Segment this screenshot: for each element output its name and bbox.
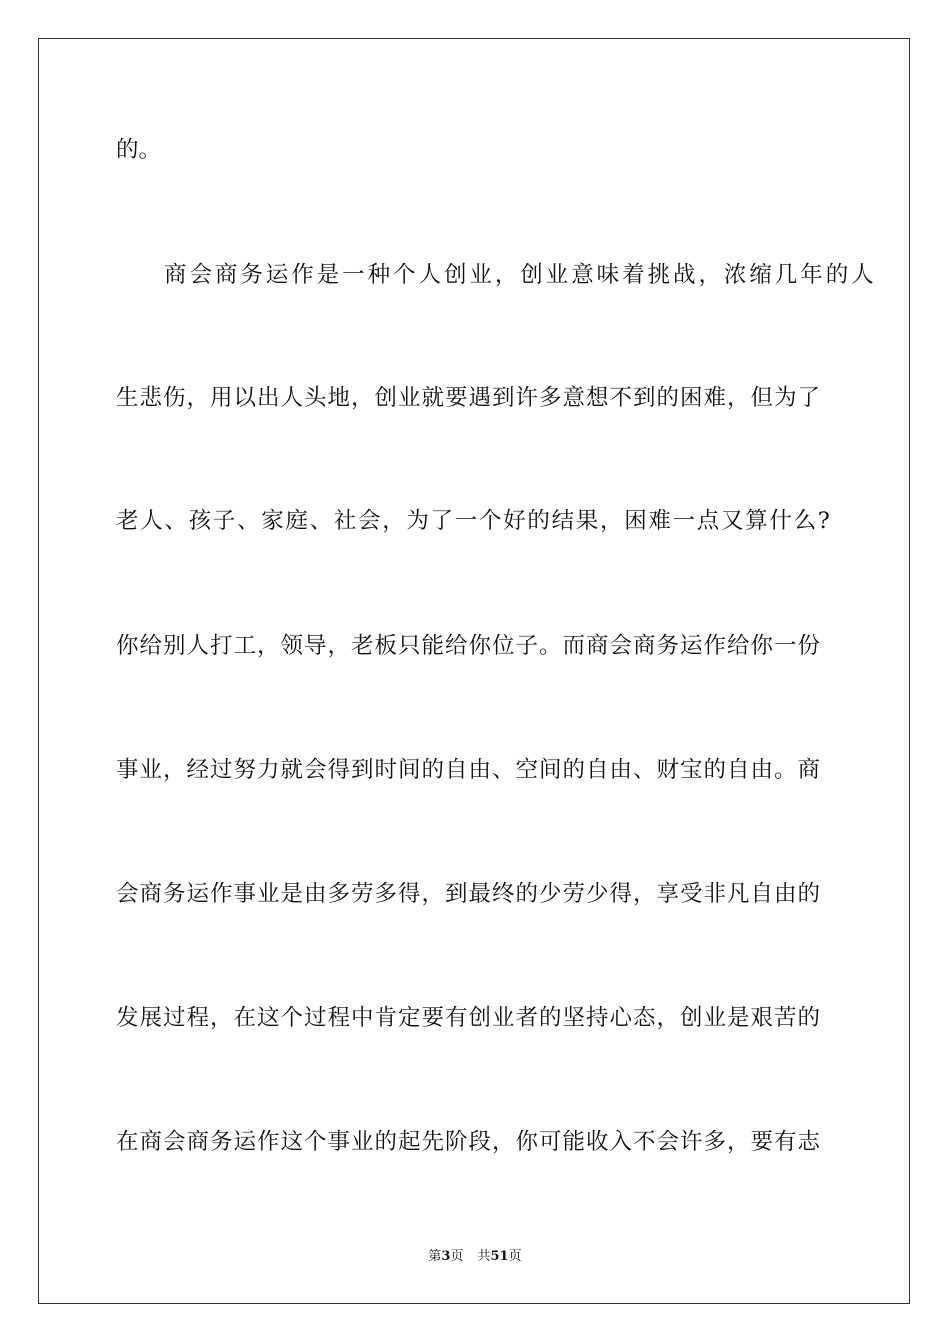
page-frame bbox=[38, 38, 910, 1304]
body-line-4: 老人、孩子、家庭、社会，为了一个好的结果，困难一点又算什么? bbox=[116, 508, 832, 534]
page-suffix: 页 bbox=[450, 1249, 464, 1264]
page-footer bbox=[0, 1248, 950, 1266]
total-prefix: 共 bbox=[477, 1249, 491, 1264]
total-suffix: 页 bbox=[508, 1249, 522, 1264]
page-number: 3 bbox=[441, 1249, 451, 1264]
body-line-1: 的。 bbox=[116, 137, 162, 163]
body-line-8: 发展过程，在这个过程中肯定要有创业者的坚持心态，创业是艰苦的 bbox=[116, 1005, 822, 1031]
body-line-6: 事业，经过努力就会得到时间的自由、空间的自由、财宝的自由。商 bbox=[116, 757, 822, 783]
body-line-5: 你给别人打工，领导，老板只能给你位子。而商会商务运作给你一份 bbox=[116, 633, 822, 659]
body-line-3: 生悲伤，用以出人头地，创业就要遇到许多意想不到的困难，但为了 bbox=[116, 385, 822, 411]
body-line-9: 在商会商务运作这个事业的起先阶段，你可能收入不会许多，要有志 bbox=[116, 1129, 822, 1155]
total-pages: 51 bbox=[490, 1249, 509, 1264]
page-prefix: 第 bbox=[428, 1249, 442, 1264]
body-line-2: 商会商务运作是一种个人创业，创业意味着挑战，浓缩几年的人 bbox=[164, 262, 877, 288]
body-line-7: 会商务运作事业是由多劳多得，到最终的少劳少得，享受非凡自由的 bbox=[116, 881, 822, 907]
